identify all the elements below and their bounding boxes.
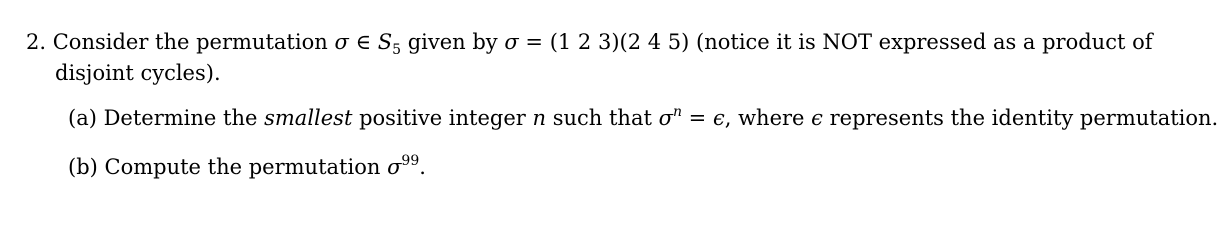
part-a-emphasis: smallest <box>264 106 353 130</box>
part-a-text-5: , where <box>724 106 805 130</box>
part-a-text-6: represents the identity permutation. <box>829 106 1218 130</box>
element-of-symbol: ∈ <box>355 30 372 54</box>
sigma-symbol-2: σ <box>504 30 519 54</box>
part-a-sigma: σ <box>658 106 673 130</box>
part-a-label: (a) <box>68 106 97 130</box>
part-a-exponent: n <box>672 104 682 120</box>
equals-symbol: = <box>525 30 543 54</box>
problem-statement-line-1 <box>26 32 1153 57</box>
problem-number: 2. <box>26 30 47 54</box>
part-b-label: (b) <box>68 155 98 179</box>
part-a-text-1: Determine the <box>103 106 258 130</box>
sigma-symbol: σ <box>334 30 349 54</box>
part-a-equals: = <box>688 106 707 130</box>
part-a-epsilon: ϵ <box>712 106 725 130</box>
given-by-text: given by <box>407 30 498 54</box>
intro-text: Consider the permutation <box>52 30 328 54</box>
part-b-exponent: 99 <box>401 153 420 169</box>
group-symbol: S <box>377 30 393 54</box>
part-b-text-1: Compute the permutation <box>104 155 381 179</box>
note-text-continued: disjoint cycles). <box>55 61 221 85</box>
group-index: 5 <box>392 42 402 59</box>
part-a <box>68 104 1218 130</box>
part-a-text-2: positive integer <box>359 106 526 130</box>
part-b-period: . <box>419 155 426 179</box>
part-a-n: n <box>532 106 547 130</box>
part-a-epsilon-2: ϵ <box>811 106 823 130</box>
problem-statement-line-2 <box>55 63 221 84</box>
part-a-text-3: such that <box>552 106 652 130</box>
part-b <box>68 153 426 179</box>
note-text: (notice it is NOT expressed as a product of <box>696 30 1153 54</box>
permutation-expression: (1 2 3)(2 4 5) <box>549 30 690 54</box>
part-b-sigma: σ <box>387 155 402 179</box>
